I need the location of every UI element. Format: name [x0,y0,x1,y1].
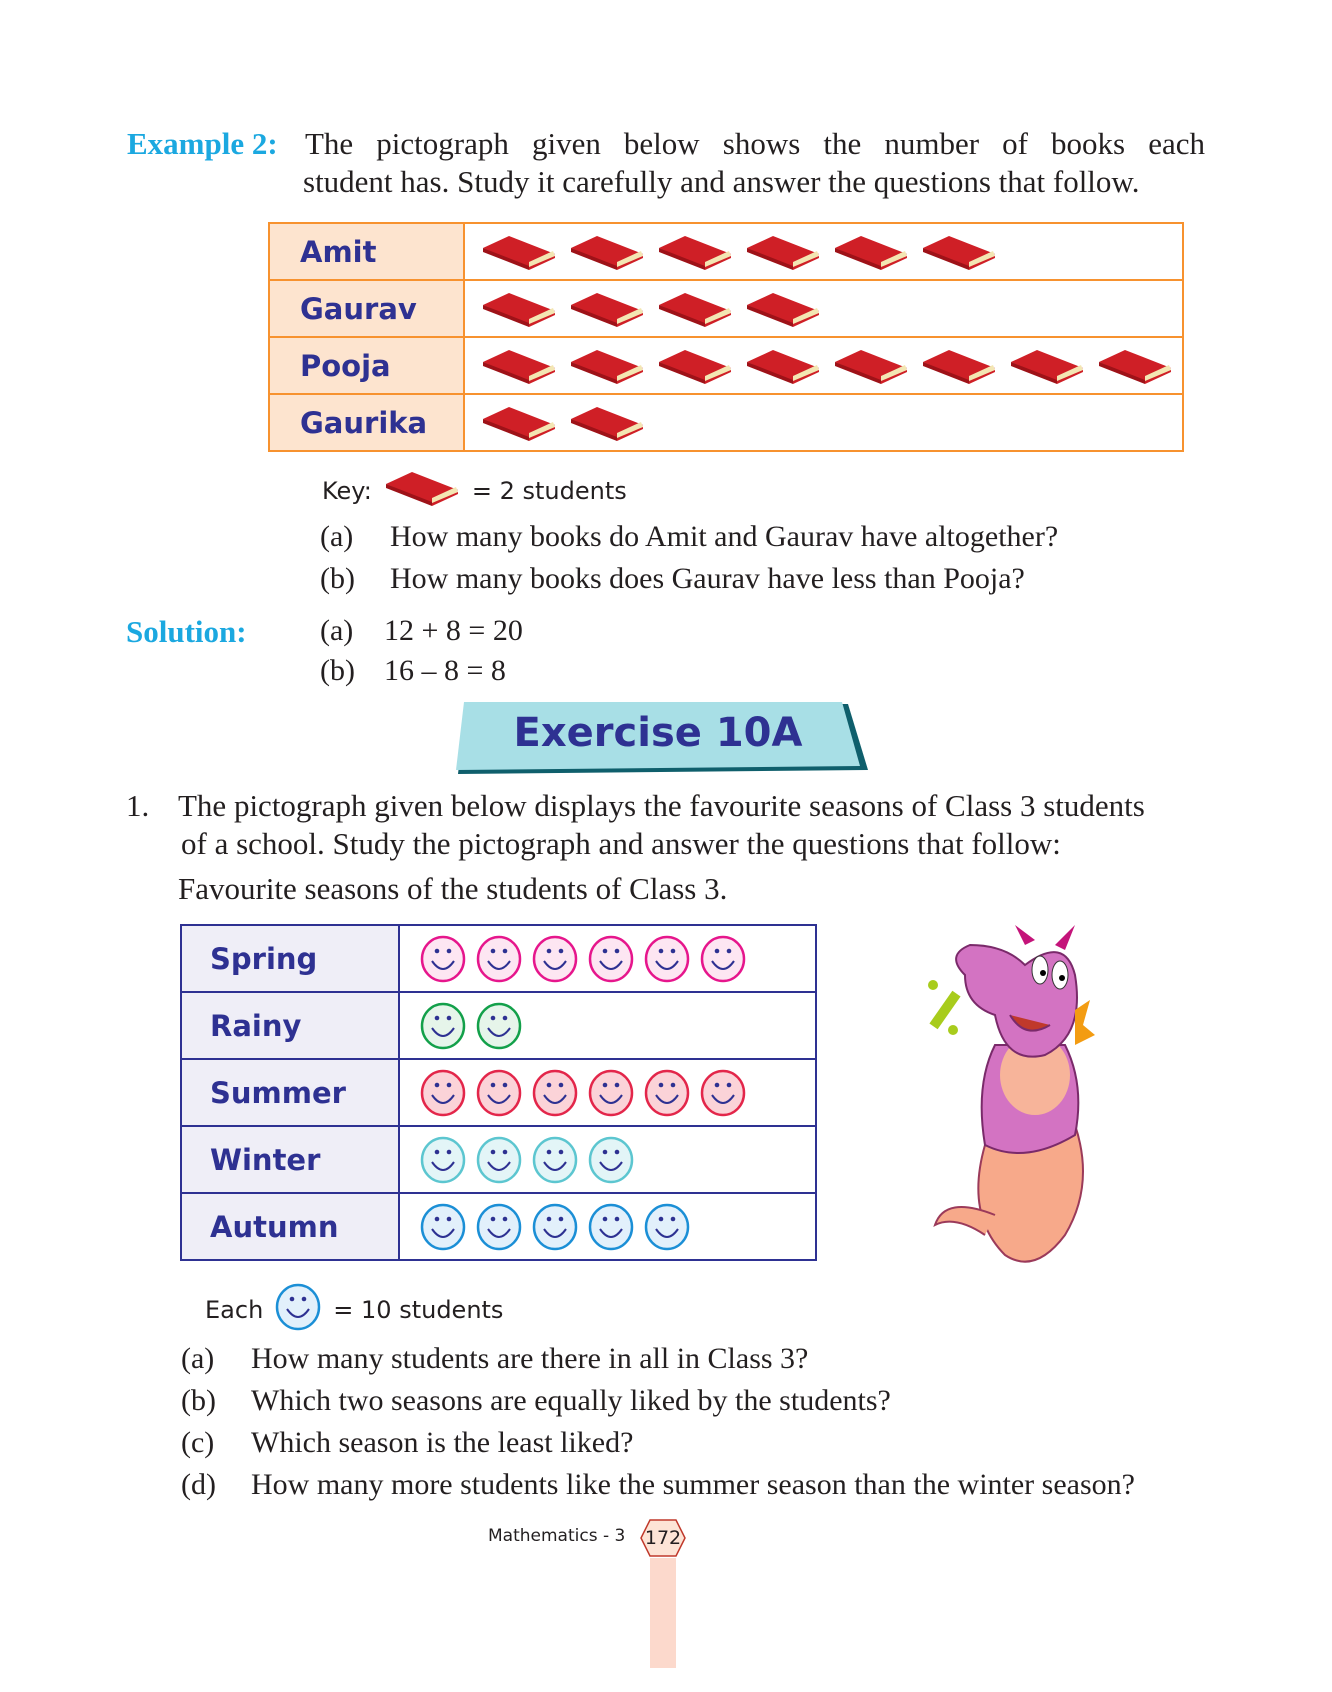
book-icon [657,234,733,270]
question-number: (b) [320,562,355,595]
season-name: Winter [181,1126,399,1193]
footer-book-title: Mathematics - 3 [488,1526,626,1546]
student-name: Gaurav [269,280,464,337]
book-icon [569,348,645,384]
exercise-title: Exercise 10A [513,710,803,756]
smiley-icon [700,935,746,983]
pictograph-row [269,394,1183,451]
solution-number: (a) [320,614,354,647]
page-number-badge [640,1518,686,1558]
key-value: = 10 students [333,1296,504,1324]
season-name: Summer [181,1059,399,1126]
smiley-icon [275,1283,321,1331]
question-number: (b) [181,1384,216,1417]
book-icon [921,348,997,384]
student-name: Amit [269,223,464,280]
seasons-pictograph [180,924,817,1261]
book-icon [384,470,460,512]
book-icon [1097,348,1173,384]
book-icons-cell [464,337,1183,394]
solution-text: 16 – 8 = 8 [384,654,506,687]
book-icon [657,291,733,327]
season-name: Autumn [181,1193,399,1260]
pictograph-row [181,992,816,1059]
book-icon [481,234,557,270]
smiley-icons-cell [399,1059,816,1126]
smiley-icon [644,935,690,983]
book-icon [569,234,645,270]
question-number: (a) [181,1342,215,1375]
books-pictograph [268,222,1184,452]
pictograph-caption: Favourite seasons of the students of Class 3. [178,871,728,906]
smiley-icons-cell [399,1193,816,1260]
question-text: How many students are there in all in Class 3? [251,1342,809,1375]
smiley-icon [420,1002,466,1050]
example-text-line1: The pictograph given below shows the number of books each [305,126,1205,161]
student-name: Gaurika [269,394,464,451]
book-icon [745,291,821,327]
smiley-icon [420,935,466,983]
pictograph-row [269,223,1183,280]
question-text: Which season is the least liked? [251,1426,634,1459]
key-value: = 2 students [471,477,627,505]
q1-line1: The pictograph given below displays the favourite seasons of Class 3 students [178,788,1145,823]
book-icon [1009,348,1085,384]
book-icon [569,405,645,441]
season-name: Rainy [181,992,399,1059]
book-icon [481,348,557,384]
pictograph-row [181,1126,816,1193]
smiley-icon [420,1069,466,1117]
q1-number: 1. [126,788,150,823]
footer-decoration [650,1558,676,1668]
key-label: Key: [322,477,372,505]
smiley-icon [700,1069,746,1117]
question-text: Which two seasons are equally liked by the students? [251,1384,891,1417]
smiley-icon [476,1069,522,1117]
smiley-icon [532,935,578,983]
pictograph-row [181,1059,816,1126]
question-text: How many more students like the summer season than the winter season? [251,1468,1135,1501]
question-number: (d) [181,1468,216,1501]
exercise-banner [456,700,870,778]
book-icon [745,234,821,270]
pictograph-row [181,925,816,992]
books-key [322,470,627,512]
pictograph-row [269,337,1183,394]
smiley-icon [588,1069,634,1117]
book-icon [921,234,997,270]
student-name: Pooja [269,337,464,394]
smiley-icon [275,1283,321,1337]
book-icons-cell [464,280,1183,337]
question-number: (c) [181,1426,215,1459]
seasons-key [205,1283,503,1337]
book-icon [833,234,909,270]
solutions [320,614,523,688]
book-icon [384,470,460,506]
smiley-icon [588,1136,634,1184]
example-label: Example 2: [127,126,278,161]
smiley-icons-cell [399,925,816,992]
question-text: How many books does Gaurav have less than Pooja? [390,562,1025,595]
smiley-icon [588,935,634,983]
key-prefix: Each [205,1296,264,1324]
pictograph-row [269,280,1183,337]
book-icons-cell [464,394,1183,451]
book-icon [657,348,733,384]
smiley-icon [476,1203,522,1251]
book-icons-cell [464,223,1183,280]
season-name: Spring [181,925,399,992]
book-icon [569,291,645,327]
dragon-mascot-illustration [925,915,1135,1275]
smiley-icon [588,1203,634,1251]
smiley-icon [532,1136,578,1184]
solution-number: (b) [320,654,355,687]
question-number: (a) [320,520,354,553]
exercise-questions [181,1342,1135,1510]
smiley-icon [476,935,522,983]
smiley-icons-cell [399,1126,816,1193]
q1-line2: of a school. Study the pictograph and answer the questions that follow: [181,826,1061,861]
smiley-icon [644,1069,690,1117]
smiley-icon [532,1203,578,1251]
smiley-icon [476,1002,522,1050]
smiley-icon [532,1069,578,1117]
book-icon [481,291,557,327]
smiley-icon [420,1203,466,1251]
book-icon [481,405,557,441]
smiley-icons-cell [399,992,816,1059]
solution-label: Solution: [126,614,247,649]
smiley-icon [420,1136,466,1184]
solution-text: 12 + 8 = 20 [384,614,523,647]
example-questions [320,520,1058,596]
smiley-icon [644,1203,690,1251]
book-icon [745,348,821,384]
question-text: How many books do Amit and Gaurav have altogether? [390,520,1059,553]
example-text-line2: student has. Study it carefully and answer the questions that follow. [303,164,1140,199]
book-icon [833,348,909,384]
pictograph-row [181,1193,816,1260]
smiley-icon [476,1136,522,1184]
page-number: 172 [644,1527,682,1549]
